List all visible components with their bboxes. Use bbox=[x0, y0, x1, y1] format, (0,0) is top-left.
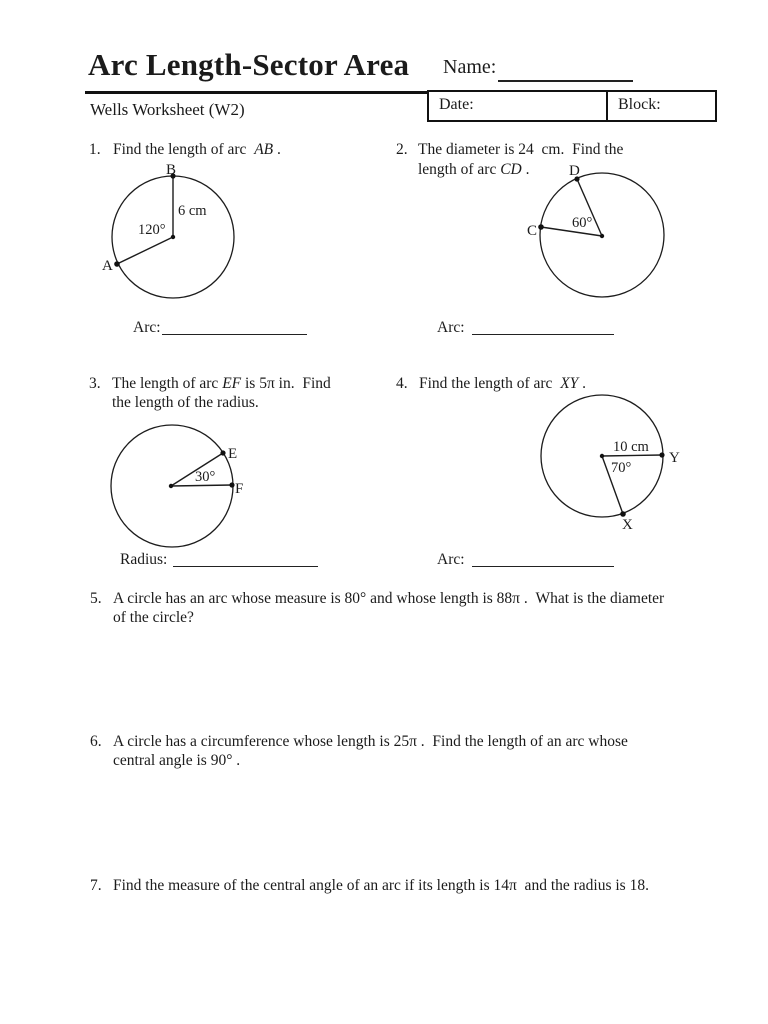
point-f-dot bbox=[229, 482, 234, 487]
radius-measure-label: 10 cm bbox=[613, 439, 649, 455]
problem-2-text-line1: The diameter is 24 cm. Find the bbox=[418, 141, 624, 158]
problem-1-text bbox=[113, 140, 281, 159]
problem-3-number: 3. bbox=[89, 375, 101, 392]
date-block-table bbox=[427, 90, 717, 122]
problem-4-number: 4. bbox=[396, 375, 408, 392]
problem-5-number: 5. bbox=[90, 590, 102, 607]
point-x-label: X bbox=[622, 517, 633, 533]
header-divider-rule bbox=[85, 91, 427, 94]
problem-2-text-after: . bbox=[521, 161, 530, 178]
center-dot bbox=[171, 235, 175, 239]
circle-diagram-3 bbox=[100, 415, 250, 555]
answer-blank-arc-1 bbox=[162, 334, 307, 335]
answer-label-arc-4: Arc: bbox=[437, 551, 465, 568]
name-blank-line bbox=[498, 80, 633, 82]
answer-blank-arc-2 bbox=[472, 334, 614, 335]
point-y-label: Y bbox=[669, 450, 680, 466]
radius-line-to-y bbox=[602, 455, 662, 456]
circle-diagram-2 bbox=[525, 163, 675, 308]
problem-3-text-line1 bbox=[112, 374, 331, 393]
problem-3-text-before: The length of arc bbox=[112, 375, 223, 392]
answer-blank-radius-3 bbox=[173, 566, 318, 567]
problem-1-text-after: . bbox=[273, 141, 281, 158]
problem-5-text-line1: A circle has an arc whose measure is 80° and whose length is 88π . What is the diameter bbox=[113, 590, 665, 607]
central-angle-label: 30° bbox=[195, 469, 216, 485]
problem-4-text-after: . bbox=[578, 375, 587, 392]
circle-diagram-4 bbox=[525, 388, 690, 543]
point-c-dot bbox=[538, 224, 544, 230]
point-e-dot bbox=[220, 450, 225, 455]
circle-diagram-1 bbox=[100, 163, 245, 308]
center-dot bbox=[600, 454, 604, 458]
point-a-label: A bbox=[102, 258, 113, 274]
problem-1-arc-name: AB bbox=[254, 141, 274, 158]
problem-2-number: 2. bbox=[396, 141, 408, 158]
problem-2-text-line2 bbox=[418, 160, 530, 179]
answer-label-radius-3: Radius: bbox=[120, 551, 168, 568]
central-angle-label: 70° bbox=[611, 460, 632, 476]
problem-1-text-before: Find the length of arc bbox=[113, 141, 255, 158]
point-b-label: B bbox=[166, 162, 177, 178]
problem-6-text-line1: A circle has a circumference whose length is 25π . Find the length of an arc whose bbox=[113, 733, 628, 750]
point-c-label: C bbox=[527, 223, 538, 239]
radius-measure-label: 6 cm bbox=[178, 203, 207, 219]
problem-2-arc-name: CD bbox=[500, 161, 522, 178]
problem-7-text-line1: Find the measure of the central angle of an arc if its length is 14π and the radius is 18. bbox=[113, 877, 649, 894]
central-angle-label: 60° bbox=[572, 215, 593, 231]
date-cell: Date: bbox=[429, 92, 608, 120]
answer-blank-arc-4 bbox=[472, 566, 614, 567]
worksheet-label: Wells Worksheet (W2) bbox=[90, 100, 245, 119]
point-f-label: F bbox=[235, 481, 244, 497]
answer-label-arc-1: Arc: bbox=[133, 319, 161, 336]
center-dot bbox=[169, 484, 173, 488]
problem-5-text-line2: of the circle? bbox=[113, 609, 194, 626]
point-d-label: D bbox=[569, 163, 580, 179]
block-cell: Block: bbox=[618, 96, 661, 113]
page-title: Arc Length-Sector Area bbox=[88, 47, 410, 82]
point-x-dot bbox=[620, 511, 626, 517]
answer-label-arc-2: Arc: bbox=[437, 319, 465, 336]
problem-4-text-before: Find the length of arc bbox=[419, 375, 561, 392]
center-dot bbox=[600, 234, 604, 238]
problem-4-arc-name: XY bbox=[560, 375, 579, 392]
problem-2-text-before: length of arc bbox=[418, 161, 501, 178]
radius-line-to-a bbox=[117, 237, 173, 264]
problem-7-number: 7. bbox=[90, 877, 102, 894]
central-angle-label: 120° bbox=[138, 222, 166, 238]
problem-6-number: 6. bbox=[90, 733, 102, 750]
problem-3-arc-name: EF bbox=[222, 375, 242, 392]
radius-line-to-f bbox=[171, 485, 232, 486]
name-label: Name: bbox=[443, 56, 497, 78]
point-a-dot bbox=[114, 261, 120, 267]
problem-3-text-after: is 5π in. Find bbox=[241, 375, 331, 392]
problem-6-text-line2: central angle is 90° . bbox=[113, 752, 241, 769]
point-e-label: E bbox=[228, 446, 238, 462]
problem-1-number: 1. bbox=[89, 141, 101, 158]
problem-3-text-line2: the length of the radius. bbox=[112, 394, 259, 411]
point-y-dot bbox=[659, 452, 664, 457]
